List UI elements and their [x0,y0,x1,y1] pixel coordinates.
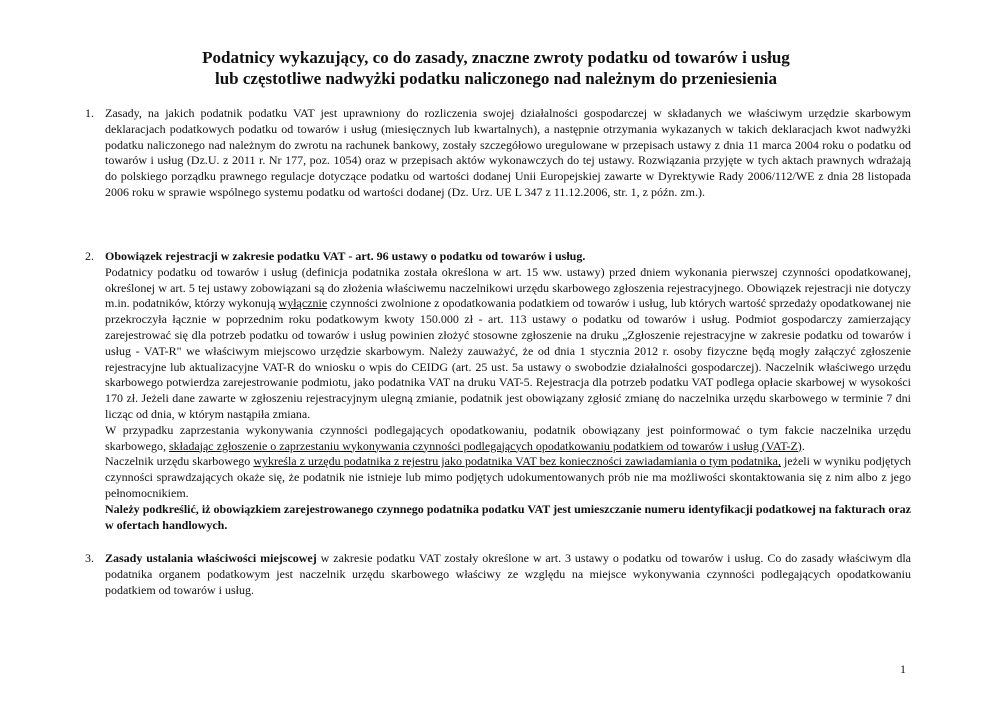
title-line-2: lub częstotliwe nadwyżki podatku naliczonego nad należnym do przeniesienia [215,69,777,88]
text-run: . [801,438,805,453]
section-2-heading: Obowiązek rejestracji w zakresie podatku VAT - art. 96 ustawy o podatku od towarów i usług. [105,249,586,263]
section-number: 1. [85,106,94,120]
section-2-paragraph-1 [105,265,911,423]
section-2 [85,249,912,533]
text-run: Podatnicy podatku od towarów i usług (definicja podatnika została określona w art. 15 ww. ustawy) przed dniem wykonania pierwszej czynności opodatkowanej, określonej w art. 5 tej ustawy zobowiązani są do złożenia właściwemu naczelnikowi urzędu skarbowego zgłoszenia rejestracyjnego. Obowiązek rejestracji nie dotyczy m.in. podatników, którzy wykonują [105,264,911,311]
section-1-text: Zasady, na jakich podatnik podatku VAT jest uprawniony do rozliczenia swojej działalności gospodarczej w składanych we właściwym urzędzie skarbowym deklaracjach podatkowych podatku od towarów i usług (miesięcznych lub kwartalnych), a następnie otrzymania wykazanych w takich deklaracjach kwot nadwyżki podatku naliczonego nad należnym do zwrotu na rachunek bankowy, zostały szczegółowo uregulowane w przepisach ustawy z dnia 11 marca 2004 roku o podatku od towarów i usług (Dz.U. z 2011 r. Nr 177, poz. 1054) oraz w przepisach aktów wykonawczych do tej ustawy. Rozwiązania przyjęte w tych aktach prawnych wdrażają do polskiego porządku prawnego regulacje dotyczące podatku od wartości dodanej Unii Europejskiej zawarte w Dyrektywie Rady 2006/112/WE z dnia 28 listopada 2006 roku w sprawie wspólnego systemu podatku od wartości dodanej (Dz. Urz. UE L 347 z 11.12.2006, str. 1, z późn. zm.). [105,106,911,199]
section-number: 2. [85,249,94,263]
title-line-1: Podatnicy wykazujący, co do zasady, znaczne zwroty podatku od towarów i usług [202,48,790,67]
text-run: Naczelnik urzędu skarbowego [105,454,254,469]
page-number: 1 [900,662,906,676]
underlined-text: składając zgłoszenie o zaprzestaniu wykonywania czynności podlegających opodatkowaniu podatkiem od towarów i usług (VAT-Z) [168,438,802,453]
section-2-paragraph-2 [105,423,911,455]
section-number: 3. [85,551,94,565]
text-run: czynności zwolnione z opodatkowania podatkiem od towarów i usług, lub których wartość sprzedaży opodatkowanej nie przekroczyła łącznie w poprzednim roku podatkowym kwoty 150.000 zł - art. 113 ustawy o podatku od towarów i usług. Podmiot gospodarczy zamierzający zarejestrować się dla potrzeb podatku od towarów i usług powinien złożyć stosowne zgłoszenie na druku „Zgłoszenie rejestracyjne w zakresie podatku od towarów i usług - VAT-R" we właściwym miejscowo urzędzie skarbowym. Należy zauważyć, że od dnia 1 stycznia 2012 r. osoby fizyczne będą mogły załączyć zgłoszenie rejestracyjne lub aktualizacyjne VAT-R do wniosku o wpis do CEIDG (art. 25 ust. 5a ustawy o swobodzie działalności gospodarczej). Naczelnik właściwego urzędu skarbowego potwierdza zarejestrowanie podmiotu, jako podatnika VAT na druku VAT-5. Rejestracja dla potrzeb podatku VAT podlega opłacie skarbowej w wysokości 170 zł. Jeżeli dane zawarte w zgłoszeniu rejestracyjnym ulegną zmianie, podatnik jest obowiązany zgłosić zmianę do naczelnika urzędu skarbowego w terminie 7 dni licząc od dnia, w którym nastąpiła zmiana. [105,296,912,421]
section-3-text [105,551,911,598]
underlined-text: wyłącznie [278,296,328,311]
document-title [0,47,992,89]
section-2-paragraph-3 [105,454,911,501]
bold-text: Zasady ustalania właściwości miejscowej [105,551,317,565]
text-run: jeżeli w wyniku podjętych czynności sprawdzających okaże się, że podatnik nie istnieje lub mimo podjętych udokumentowanych prób nie ma możliwości skontaktowania się z nim albo z jego pełnomocnikiem. [105,454,911,500]
section-3 [85,551,911,598]
text-run: w zakresie podatku VAT zostały określone w art. 3 ustawy o podatku od towarów i usług. Co do zasady właściwym dla podatnika organem podatkowym jest naczelnik urzędu skarbowego właściwy ze względu na miejsce wykonywania czynności podlegających opodatkowaniu podatkiem od towarów i usług. [105,551,911,597]
section-1 [85,106,911,201]
text-run: W przypadku zaprzestania wykonywania czynności podlegających opodatkowaniu, podatnik obowiązany jest poinformować o tym fakcie naczelnika urzędu skarbowego, [105,422,911,453]
underlined-text: wykreśla z urzędu podatnika z rejestru jako podatnika VAT bez konieczności zawiadamiania o tym podatnika, [253,454,781,469]
section-2-emphasis: Należy podkreślić, iż obowiązkiem zarejestrowanego czynnego podatnika podatku VAT jest umieszczanie numeru identyfikacji podatkowej na fakturach oraz w ofertach handlowych. [105,501,911,532]
